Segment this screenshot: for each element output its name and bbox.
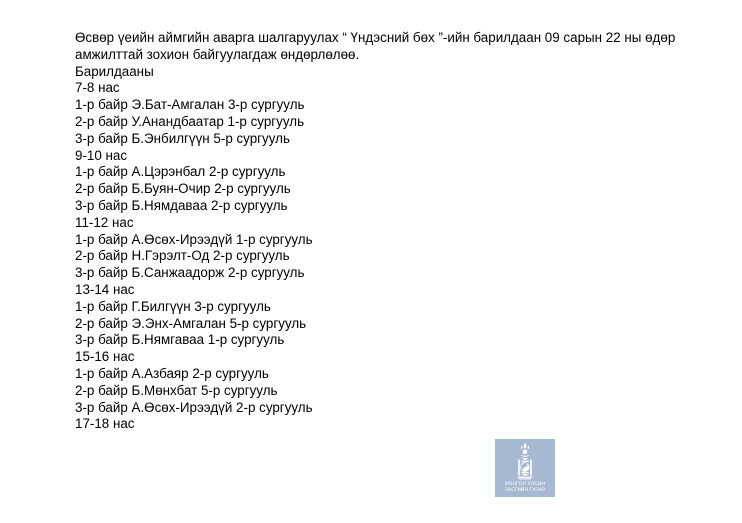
government-logo bbox=[495, 439, 555, 497]
section-heading: Барилдааны bbox=[75, 63, 154, 79]
result-line: 3-р байр Б.Нямдаваа 2-р сургууль bbox=[75, 197, 288, 213]
logo-text-line-1: МОНГОЛ УЛСЫН bbox=[504, 482, 546, 487]
result-line: 3-р байр А.Өсөх-Ирээдүй 2-р сургууль bbox=[75, 399, 313, 415]
result-line: 3-р байр Б.Энбилгүүн 5-р сургууль bbox=[75, 130, 290, 146]
result-line: 1-р байр А.Азбаяр 2-р сургууль bbox=[75, 365, 269, 381]
logo-text-line-2: ЗАСГИЙН ГАЗАР bbox=[505, 488, 545, 493]
age-group-heading: 13-14 нас bbox=[75, 281, 135, 297]
result-line: 2-р байр Б.Буян-Очир 2-р сургууль bbox=[75, 181, 291, 197]
intro-paragraph: Өсвөр үеийн аймгийн аварга шалгаруулах “ Үндэсний бөх ”-ийн барилдаан 09 сарын 22 ны өдөр амжилттай зохион байгуулагдаж өндөрлөлөө. bbox=[75, 30, 676, 62]
age-group-heading: 17-18 нас bbox=[75, 416, 135, 432]
result-line: 1-р байр Э.Бат-Амгалан 3-р сургууль bbox=[75, 97, 305, 113]
age-group-heading: 9-10 нас bbox=[75, 147, 128, 163]
result-line: 2-р байр У.Анандбаатар 1-р сургууль bbox=[75, 113, 305, 129]
result-line: 1-р байр А.Өсөх-Ирээдүй 1-р сургууль bbox=[75, 231, 313, 247]
age-group-heading: 11-12 нас bbox=[75, 214, 134, 230]
result-line: 2-р байр Н.Гэрэлт-Од 2-р сургууль bbox=[75, 248, 290, 264]
soyombo-emblem-icon bbox=[512, 443, 538, 481]
document-body bbox=[75, 30, 705, 433]
result-line: 2-р байр Э.Энх-Амгалан 5-р сургууль bbox=[75, 315, 307, 331]
result-line: 2-р байр Б.Мөнхбат 5-р сургууль bbox=[75, 382, 278, 398]
age-group-heading: 7-8 нас bbox=[75, 80, 120, 96]
result-line: 1-р байр Г.Билгүүн 3-р сургууль bbox=[75, 298, 271, 314]
result-line: 3-р байр Б.Санжаадорж 2-р сургууль bbox=[75, 265, 305, 281]
age-group-heading: 15-16 нас bbox=[75, 349, 135, 365]
result-line: 1-р байр А.Цэрэнбал 2-р сургууль bbox=[75, 164, 286, 180]
result-line: 3-р байр Б.Нямгаваа 1-р сургууль bbox=[75, 332, 285, 348]
